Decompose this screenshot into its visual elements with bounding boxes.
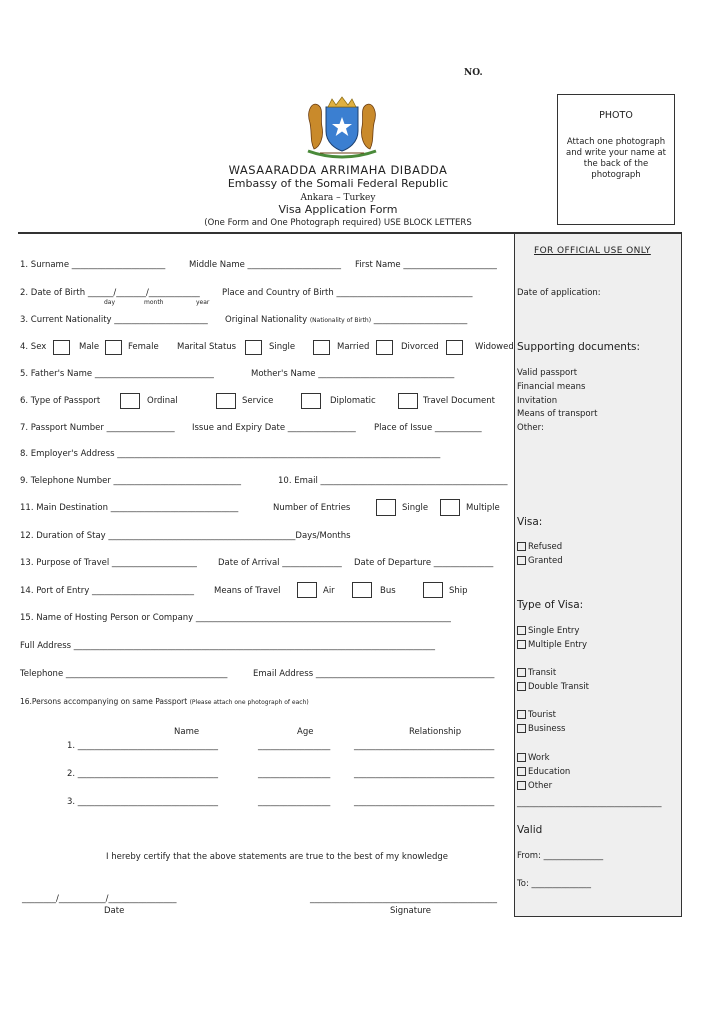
business-label: Business <box>528 724 566 734</box>
hosting-person-field[interactable]: 15. Name of Hosting Person or Company ____________________________________________________________ <box>20 613 451 623</box>
coat-of-arms-emblem <box>300 93 384 161</box>
telephone-number-field[interactable]: 9. Telephone Number ______________________________ <box>20 476 242 486</box>
companion-2-relationship[interactable]: _________________________________ <box>354 769 495 779</box>
granted-checkbox[interactable] <box>517 556 526 565</box>
refused-label: Refused <box>528 542 563 552</box>
issue-expiry-field[interactable]: Issue and Expiry Date ________________ <box>192 423 356 433</box>
form-instruction: (One Form and One Photograph required) USE BLOCK LETTERS <box>204 218 472 228</box>
visa-label: Visa: <box>517 516 543 528</box>
ordinal-checkbox[interactable] <box>120 393 140 409</box>
supporting-documents-label: Supporting documents: <box>517 341 641 353</box>
other-option[interactable] <box>517 781 552 791</box>
original-nationality-label: Original Nationality <box>225 315 308 325</box>
persons-accompanying-note: (Please attach one photograph of each) <box>189 699 309 706</box>
valid-from-field[interactable]: From: ______________ <box>517 851 604 861</box>
other-checkbox[interactable] <box>517 781 526 790</box>
persons-accompanying-label <box>20 697 309 706</box>
duration-of-stay-field[interactable]: 12. Duration of Stay ____________________________________________Days/Months <box>20 531 351 541</box>
companion-1-age[interactable]: _________________ <box>258 741 331 751</box>
bus-label: Bus <box>380 586 396 596</box>
official-use-panel <box>514 233 682 917</box>
full-address-field[interactable]: Full Address _____________________________________________________________________________________ <box>20 641 436 651</box>
refused-option[interactable] <box>517 542 562 552</box>
certification-statement: I hereby certify that the above statements are true to the best of my knowledge <box>106 852 448 862</box>
diplomatic-label: Diplomatic <box>330 396 376 406</box>
valid-passport-label: Valid passport <box>517 368 578 378</box>
travel-document-checkbox[interactable] <box>398 393 418 409</box>
companion-3-name[interactable]: 3. _________________________________ <box>67 797 219 807</box>
education-checkbox[interactable] <box>517 767 526 776</box>
date-of-application-label: Date of application: <box>517 288 601 298</box>
valid-label: Valid <box>517 824 543 836</box>
official-use-title: FOR OFFICIAL USE ONLY <box>534 246 651 256</box>
port-of-entry-field[interactable]: 14. Port of Entry ________________________ <box>20 586 194 596</box>
married-checkbox[interactable] <box>313 340 330 355</box>
business-checkbox[interactable] <box>517 724 526 733</box>
first-name-field[interactable]: First Name ______________________ <box>355 260 497 270</box>
education-label: Education <box>528 767 571 777</box>
photo-box <box>557 94 675 225</box>
photo-title: PHOTO <box>599 110 633 121</box>
transit-label: Transit <box>528 668 557 678</box>
dob-month-label: month <box>144 299 164 306</box>
work-checkbox[interactable] <box>517 753 526 762</box>
col-age-header: Age <box>297 727 314 737</box>
work-option[interactable] <box>517 753 550 763</box>
double-transit-option[interactable] <box>517 682 589 692</box>
entries-single-checkbox[interactable] <box>376 499 396 516</box>
persons-accompanying-title: 16.Persons accompanying on same Passport <box>20 697 188 706</box>
companion-1-name[interactable]: 1. _________________________________ <box>67 741 219 751</box>
double-transit-checkbox[interactable] <box>517 682 526 691</box>
work-label: Work <box>528 753 550 763</box>
main-destination-field[interactable]: 11. Main Destination ______________________________ <box>20 503 239 513</box>
embassy-title: Embassy of the Somali Federal Republic <box>227 177 449 190</box>
single-label: Single <box>269 342 296 352</box>
passport-number-field[interactable]: 7. Passport Number ________________ <box>20 423 175 433</box>
form-title: Visa Application Form <box>278 203 398 216</box>
form-number-label: NO. <box>464 68 483 78</box>
service-checkbox[interactable] <box>216 393 236 409</box>
ordinal-label: Ordinal <box>147 396 178 406</box>
sex-label: 4. Sex <box>20 342 47 352</box>
marital-status-label: Marital Status <box>177 342 237 352</box>
ship-label: Ship <box>449 586 468 596</box>
purpose-of-travel-field[interactable]: 13. Purpose of Travel ____________________ <box>20 558 197 568</box>
transit-checkbox[interactable] <box>517 668 526 677</box>
valid-to-field[interactable]: To: ______________ <box>517 879 592 889</box>
service-label: Service <box>242 396 274 406</box>
surname-field[interactable]: 1. Surname ______________________ <box>20 260 166 270</box>
business-option[interactable] <box>517 724 565 734</box>
widowed-checkbox[interactable] <box>446 340 463 355</box>
col-relationship-header: Relationship <box>409 727 462 737</box>
invitation-label: Invitation <box>517 396 558 406</box>
air-label: Air <box>323 586 335 596</box>
date-signature-line[interactable]: ________/___________/________________ <box>22 894 177 904</box>
transit-option[interactable] <box>517 668 556 678</box>
photo-instruction: Attach one photograph and write your name at the back of the photograph <box>566 137 666 180</box>
other-documents-label: Other: <box>517 423 544 433</box>
divorced-checkbox[interactable] <box>376 340 393 355</box>
male-checkbox[interactable] <box>53 340 70 355</box>
travel-document-label: Travel Document <box>423 396 496 406</box>
entries-multiple-label: Multiple <box>466 503 500 513</box>
multiple-entry-option[interactable] <box>517 640 587 650</box>
refused-checkbox[interactable] <box>517 542 526 551</box>
date-of-arrival-field[interactable]: Date of Arrival ______________ <box>218 558 342 568</box>
entries-multiple-checkbox[interactable] <box>440 499 460 516</box>
city-label: Ankara – Turkey <box>300 193 376 203</box>
single-entry-option[interactable] <box>517 626 579 636</box>
signature-line[interactable]: ____________________________________________ <box>310 894 497 904</box>
passport-type-label: 6. Type of Passport <box>20 396 101 406</box>
female-checkbox[interactable] <box>105 340 122 355</box>
dob-day-label: day <box>104 299 116 306</box>
companion-2-age[interactable]: _________________ <box>258 769 331 779</box>
mothers-name-field[interactable]: Mother's Name ________________________________ <box>251 369 455 379</box>
female-label: Female <box>128 342 159 352</box>
signature-label: Signature <box>390 906 432 916</box>
diplomatic-checkbox[interactable] <box>301 393 321 409</box>
companion-2-name[interactable]: 2. _________________________________ <box>67 769 219 779</box>
date-of-birth-field[interactable]: 2. Date of Birth ______/_______/____________ <box>20 288 200 298</box>
tourist-option[interactable] <box>517 710 556 720</box>
companion-3-age[interactable]: _________________ <box>258 797 331 807</box>
official-divider: __________________________________ <box>517 798 662 808</box>
email-field[interactable]: 10. Email ____________________________________________ <box>278 476 508 486</box>
multiple-entry-checkbox[interactable] <box>517 640 526 649</box>
entries-single-label: Single <box>402 503 429 513</box>
original-nationality-line: ______________________ <box>373 315 468 325</box>
single-entry-checkbox[interactable] <box>517 626 526 635</box>
married-label: Married <box>337 342 370 352</box>
current-nationality-field[interactable]: 3. Current Nationality ______________________ <box>20 315 208 325</box>
tourist-checkbox[interactable] <box>517 710 526 719</box>
multiple-entry-label: Multiple Entry <box>528 640 588 650</box>
employer-address-field[interactable]: 8. Employer's Address ____________________________________________________________________________ <box>20 449 441 459</box>
companion-3-relationship[interactable]: _________________________________ <box>354 797 495 807</box>
date-label: Date <box>104 906 125 916</box>
place-of-issue-field[interactable]: Place of Issue ___________ <box>374 423 482 433</box>
male-label: Male <box>79 342 100 352</box>
original-nationality-field[interactable] <box>225 315 467 325</box>
financial-means-label: Financial means <box>517 382 586 392</box>
col-name-header: Name <box>174 727 200 737</box>
air-checkbox[interactable] <box>297 582 317 598</box>
single-entry-label: Single Entry <box>528 626 580 636</box>
place-country-birth-field[interactable]: Place and Country of Birth ________________________________ <box>222 288 473 298</box>
original-nationality-note: (Nationality of Birth) <box>309 317 372 324</box>
date-of-departure-field[interactable]: Date of Departure ______________ <box>354 558 494 568</box>
ministry-title: WASAARADDA ARRIMAHA DIBADDA <box>228 163 448 177</box>
divorced-label: Divorced <box>401 342 439 352</box>
bus-checkbox[interactable] <box>352 582 372 598</box>
middle-name-field[interactable]: Middle Name ______________________ <box>189 260 342 270</box>
granted-label: Granted <box>528 556 563 566</box>
fathers-name-field[interactable]: 5. Father's Name ____________________________ <box>20 369 214 379</box>
double-transit-label: Double Transit <box>528 682 589 692</box>
widowed-label: Widowed <box>475 342 514 352</box>
means-of-travel-label: Means of Travel <box>214 586 281 596</box>
ship-checkbox[interactable] <box>423 582 443 598</box>
granted-option[interactable] <box>517 556 563 566</box>
host-telephone-field[interactable]: Telephone ______________________________________ <box>20 669 228 679</box>
host-email-field[interactable]: Email Address __________________________________________ <box>253 669 495 679</box>
type-of-visa-label: Type of Visa: <box>517 599 584 611</box>
means-of-transport-label: Means of transport <box>517 409 598 419</box>
education-option[interactable] <box>517 767 570 777</box>
other-label: Other <box>528 781 553 791</box>
dob-year-label: year <box>196 299 210 306</box>
number-of-entries-label: Number of Entries <box>273 503 351 513</box>
companion-1-relationship[interactable]: _________________________________ <box>354 741 495 751</box>
tourist-label: Tourist <box>528 710 556 720</box>
single-checkbox[interactable] <box>245 340 262 355</box>
